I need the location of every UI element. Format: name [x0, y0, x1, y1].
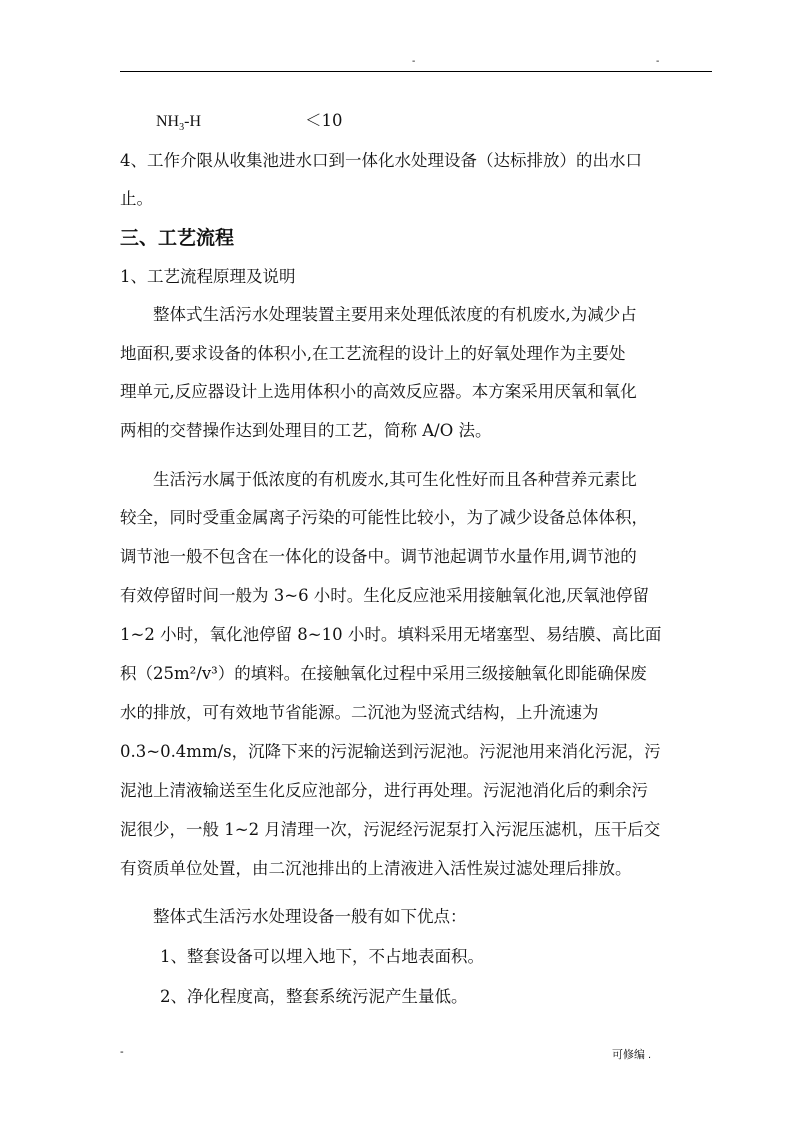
header-rule: [120, 71, 712, 72]
header-mark-left: -: [412, 56, 416, 67]
subsection-heading: 1、工艺流程原理及说明: [120, 267, 296, 286]
paragraph-line: 整体式生活污水处理设备一般有如下优点：: [153, 907, 467, 926]
table-row-value: ＜10: [305, 111, 343, 130]
paragraph-line: 泥很少，一般 1~2 月清理一次，污泥经污泥泵打入污泥压滤机，压干后交: [120, 820, 661, 839]
list-item: 2、净化程度高，整套系统污泥产生量低。: [160, 987, 468, 1006]
section-heading: 三、工艺流程: [120, 227, 235, 249]
footer-editable-note: 可修编 .: [612, 1049, 652, 1061]
paragraph-line: 0.3~0.4mm/s，沉降下来的污泥输送到污泥池。污泥池用来消化污泥，污: [120, 742, 661, 761]
paragraph-line: 4、工作介限从收集池进水口到一体化水处理设备（达标排放）的出水口: [120, 151, 642, 170]
paragraph-line: 理单元,反应器设计上选用体积小的高效反应器。本方案采用厌氧和氧化: [120, 382, 637, 401]
paragraph-line: 有资质单位处置，由二沉池排出的上清液进入活性炭过滤处理后排放。: [120, 859, 632, 878]
paragraph-line: 生活污水属于低浓度的有机废水,其可生化性好而且各种营养元素比: [153, 470, 637, 489]
header-mark-right: -: [656, 56, 660, 67]
paragraph-line: 有效停留时间一般为 3~6 小时。生化反应池采用接触氧化池,厌氧池停留: [120, 586, 650, 605]
footer-mark-left: -: [120, 1046, 124, 1058]
paragraph-line: 水的排放，可有效地节省能源。二沉池为竖流式结构，上升流速为: [120, 703, 599, 722]
paragraph-line: 地面积,要求设备的体积小,在工艺流程的设计上的好氧处理作为主要处: [120, 344, 626, 363]
list-item: 1、整套设备可以埋入地下，不占地表面积。: [160, 947, 484, 966]
paragraph-line: 较全，同时受重金属离子污染的可能性比较小，为了减少设备总体体积，: [120, 508, 648, 527]
paragraph-line: 调节池一般不包含在一体化的设备中。调节池起调节水量作用,调节池的: [120, 547, 637, 566]
paragraph-line: 泥池上清液输送至生化反应池部分，进行再处理。污泥池消化后的剩余污: [120, 781, 648, 800]
table-row-item: $NH_3-H$: [156, 113, 201, 134]
paragraph-line: 1~2 小时，氧化池停留 8~10 小时。填料采用无堵塞型、易结膜、高比面: [120, 625, 662, 644]
paragraph-line: 两相的交替操作达到处理目的工艺，简称 A/O 法。: [120, 421, 492, 440]
paragraph-line: 积（25m²/v³）的填料。在接触氧化过程中采用三级接触氧化即能确保废: [120, 664, 647, 683]
paragraph-line: 整体式生活污水处理装置主要用来处理低浓度的有机废水,为减少占: [153, 305, 637, 324]
paragraph-line: 止。: [120, 189, 153, 208]
